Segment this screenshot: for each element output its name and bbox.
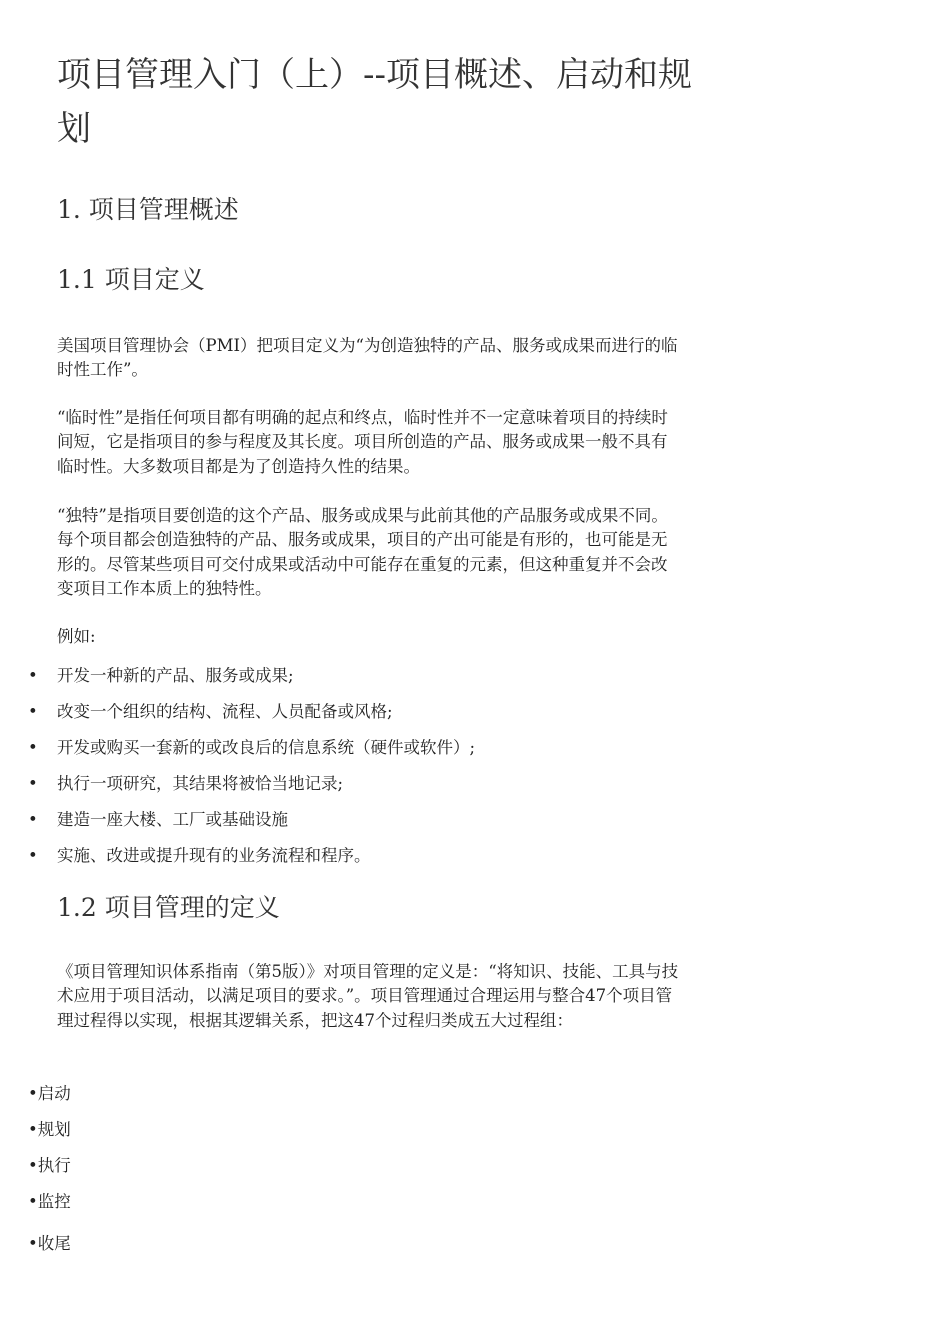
examples-list (0, 658, 700, 874)
list-item-text: 执行一项研究，其结果将被恰当地记录; (57, 774, 344, 793)
list-item-executing: •执行 (28, 1156, 71, 1175)
list-item-initiating: •启动 (28, 1084, 71, 1103)
list-item-text: 改变一个组织的结构、流程、人员配备或风格; (57, 702, 393, 721)
list-item-planning: •规划 (28, 1120, 71, 1139)
bullet-icon: • (28, 810, 38, 829)
document-title: 项目管理入门（上）--项目概述、启动和规划 (57, 55, 692, 149)
section-heading-project-management-definition: 1.2 项目管理的定义 (57, 893, 280, 922)
paragraph-temporary: “临时性”是指任何项目都有明确的起点和终点，临时性并不一定意味着项目的持续时间短，它是指项目的参与程度及其长度。项目所创造的产品、服务或成果一般不具有临时性。大多数项目都是为了创造持久性的结果。 (57, 408, 668, 476)
section-heading-project-definition: 1.1 项目定义 (57, 265, 205, 294)
bullet-icon: • (28, 774, 38, 793)
paragraph-pmbok-definition: 《项目管理知识体系指南（第5版）》对项目管理的定义是：“将知识、技能、工具与技术应用于项目活动，以满足项目的要求。”。项目管理通过合理运用与整合47个项目管理过程得以实现，根据其逻辑关系，把这47个过程归类成五大过程组： (57, 962, 679, 1030)
list-item-closing: •收尾 (28, 1234, 71, 1253)
list-item-monitoring: •监控 (28, 1192, 71, 1211)
paragraph-pmi-definition: 美国项目管理协会（PMI）把项目定义为“为创造独特的产品、服务或成果而进行的临时性工作”。 (57, 336, 678, 380)
bullet-icon: • (28, 666, 38, 685)
list-item (0, 838, 700, 874)
paragraph-unique: “独特”是指项目要创造的这个产品、服务或成果与此前其他的产品服务或成果不同。每个项目都会创造独特的产品、服务或成果，项目的产出可能是有形的，也可能是无形的。尽管某些项目可交付成果或活动中可能存在重复的元素，但这种重复并不会改变项目工作本质上的独特性。 (57, 506, 668, 598)
list-item (0, 730, 700, 766)
list-item-text: 建造一座大楼、工厂或基础设施 (57, 810, 288, 829)
list-item-text: 实施、改进或提升现有的业务流程和程序。 (57, 846, 371, 865)
list-item-text: 开发或购买一套新的或改良后的信息系统（硬件或软件）; (57, 738, 476, 757)
bullet-icon: • (28, 738, 38, 757)
paragraph-examples-intro: 例如: (57, 627, 96, 646)
bullet-icon: • (28, 846, 38, 865)
list-item (0, 658, 700, 694)
bullet-icon: • (28, 702, 38, 721)
section-heading-project-management-overview: 1. 项目管理概述 (57, 195, 239, 224)
process-groups-list (28, 1076, 71, 1262)
list-item (0, 694, 700, 730)
list-item (0, 802, 700, 838)
list-item-text: 开发一种新的产品、服务或成果; (57, 666, 294, 685)
list-item (0, 766, 700, 802)
